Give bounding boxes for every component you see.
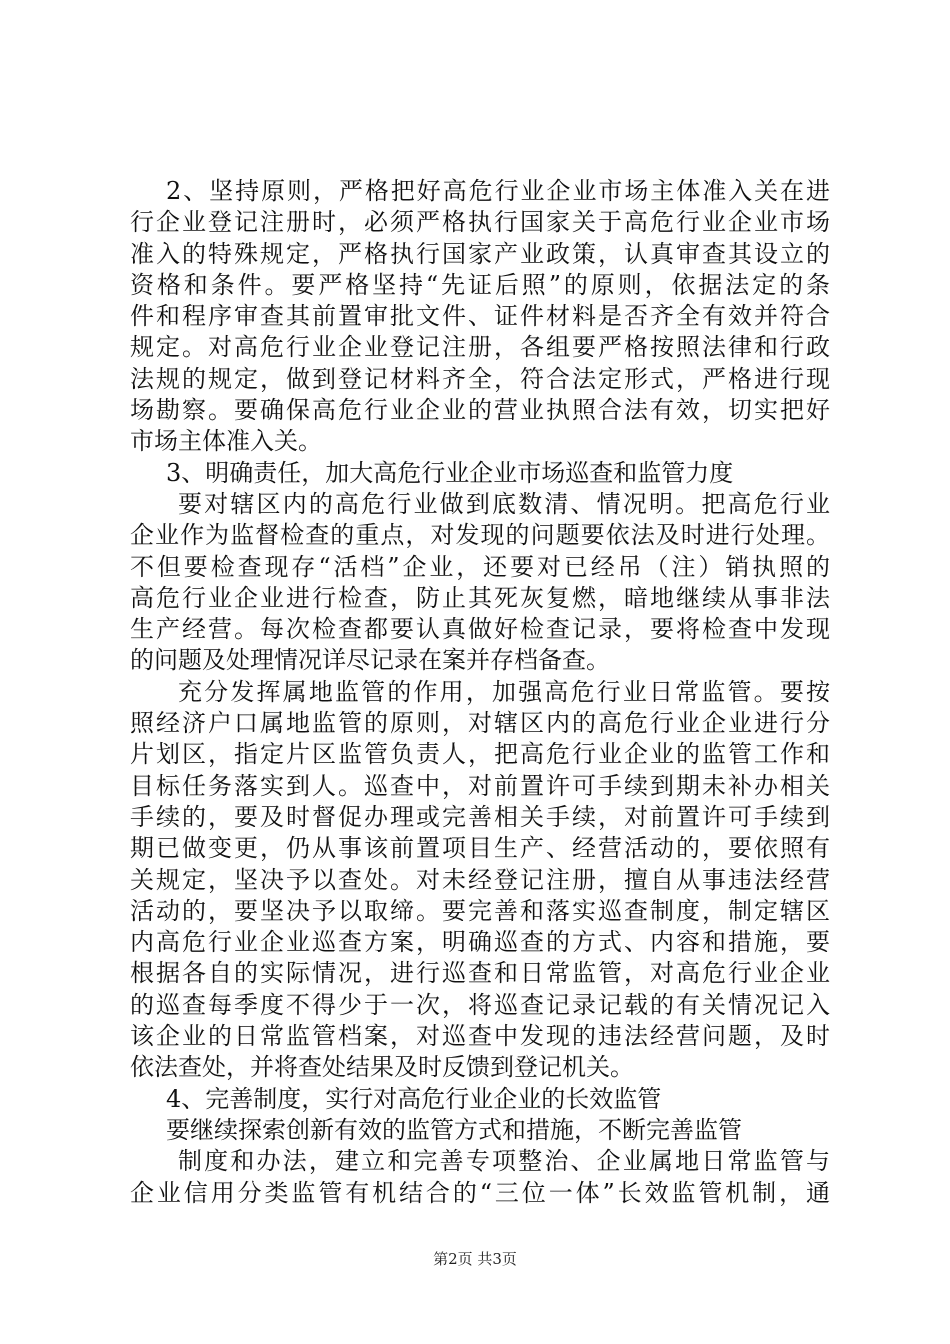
paragraph-line: 充分发挥属地监管的作用，加强高危行业日常监管。要按 — [178, 677, 830, 706]
paragraph-line: 该企业的日常监管档案，对巡查中发现的违法经营问题，及时 — [130, 1022, 830, 1051]
paragraph-line: 市场主体准入关。 — [130, 427, 322, 456]
paragraph-line: 法规的规定，做到登记材料齐全，符合法定形式，严格进行现 — [130, 364, 830, 393]
paragraph-line: 内高危行业企业巡查方案，明确巡查的方式、内容和措施，要 — [130, 928, 830, 957]
paragraph-line: 不但要检查现存“活档”企业，还要对已经吊（注）销执照的 — [130, 552, 830, 581]
paragraph-line: 行企业登记注册时，必须严格执行国家关于高危行业企业市场 — [130, 208, 830, 237]
paragraph-line: 的问题及处理情况详尽记录在案并存档备查。 — [130, 646, 610, 675]
paragraph-line: 手续的，要及时督促办理或完善相关手续，对前置许可手续到 — [130, 802, 830, 831]
paragraph-line: 规定。对高危行业企业登记注册，各组要严格按照法律和行政 — [130, 333, 830, 362]
paragraph-line: 件和程序审查其前置审批文件、证件材料是否齐全有效并符合 — [130, 302, 830, 331]
document-body — [130, 176, 830, 1209]
paragraph-line: 照经济户口属地监管的原则，对辖区内的高危行业企业进行分 — [130, 709, 830, 738]
paragraph-line: 要对辖区内的高危行业做到底数清、情况明。把高危行业 — [178, 489, 830, 518]
paragraph-line: 企业信用分类监管有机结合的“三位一体”长效监管机制，通 — [130, 1178, 830, 1207]
section-heading: 4、完善制度，实行对高危行业企业的长效监管 — [166, 1084, 662, 1113]
paragraph-line: 片划区，指定片区监管负责人，把高危行业企业的监管工作和 — [130, 740, 830, 769]
paragraph-line: 资格和条件。要严格坚持“先证后照”的原则，依据法定的条 — [130, 270, 830, 299]
paragraph-line: 依法查处，并将查处结果及时反馈到登记机关。 — [130, 1053, 634, 1082]
paragraph-line: 准入的特殊规定，严格执行国家产业政策，认真审查其设立的 — [130, 239, 830, 268]
paragraph-line: 期已做变更，仍从事该前置项目生产、经营活动的，要依照有 — [130, 834, 830, 863]
paragraph-line: 2、坚持原则，严格把好高危行业企业市场主体准入关在进 — [166, 177, 830, 205]
paragraph-line: 目标任务落实到人。巡查中，对前置许可手续到期未补办相关 — [130, 771, 830, 800]
paragraph-line: 关规定，坚决予以查处。对未经登记注册，擅自从事违法经营 — [130, 865, 830, 894]
paragraph-line: 生产经营。每次检查都要认真做好检查记录，要将检查中发现 — [130, 615, 830, 644]
paragraph-line: 高危行业企业进行检查，防止其死灰复燃，暗地继续从事非法 — [130, 583, 830, 612]
paragraph-line: 场勘察。要确保高危行业企业的营业执照合法有效，切实把好 — [130, 396, 830, 425]
paragraph-line: 制度和办法，建立和完善专项整治、企业属地日常监管与 — [178, 1147, 830, 1176]
section-heading: 3、明确责任，加大高危行业企业市场巡查和监管力度 — [166, 458, 734, 487]
page-number-footer: 第2页 共3页 — [433, 1250, 517, 1268]
paragraph-line: 根据各自的实际情况，进行巡查和日常监管，对高危行业企业 — [130, 959, 830, 988]
paragraph-line: 企业作为监督检查的重点，对发现的问题要依法及时进行处理。 — [130, 521, 830, 550]
paragraph-line: 活动的，要坚决予以取缔。要完善和落实巡查制度，制定辖区 — [130, 896, 830, 925]
paragraph-line: 要继续探索创新有效的监管方式和措施，不断完善监管 — [166, 1115, 742, 1144]
paragraph-line: 的巡查每季度不得少于一次，将巡查记录记载的有关情况记入 — [130, 990, 830, 1019]
